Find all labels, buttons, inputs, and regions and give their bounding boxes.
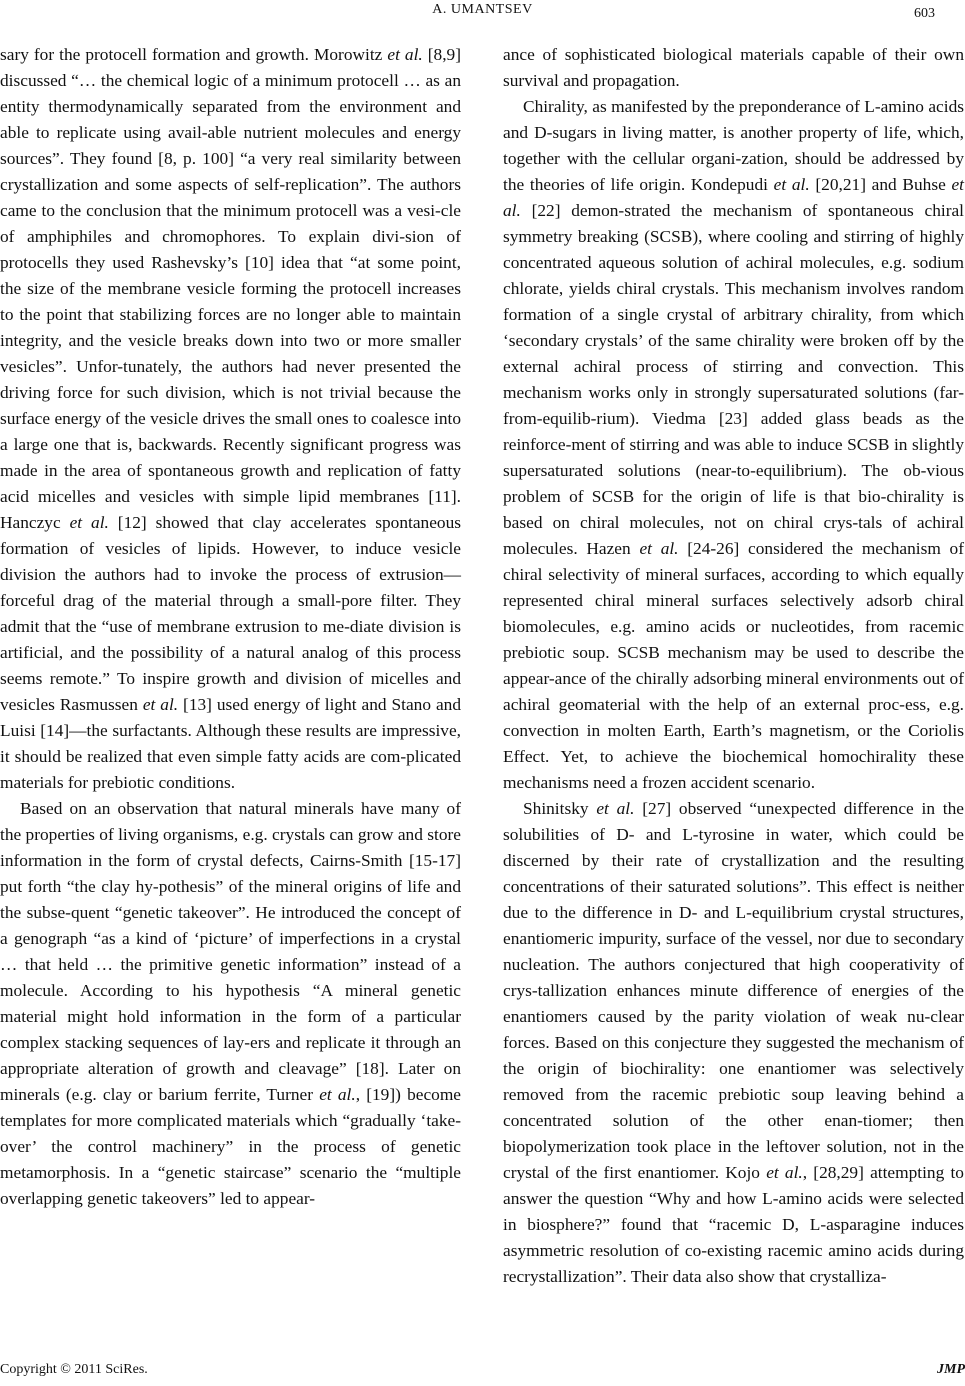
- footer-journal: JMP: [937, 1362, 965, 1377]
- left-column: [0, 42, 461, 1212]
- paragraph: Chirality, as manifested by the preponderance of L-amino acids and D-sugars in living matter, is another property of life, which, together with the cellular organi-zation, should be addressed by the theories of life origin. Kondepudi et al. [20,21] and Buhse et al. [22] demon-strated the mechanism of spontaneous chiral symmetry breaking (SCSB), where cooling and stirring of highly concentrated aqueous solution of achiral molecules, e.g. sodium chlorate, yields chiral crystals. This mechanism involves random formation of a single crystal of arbitrary chirality, from which ‘secondary crystals’ of the same chirality were broken off by the external achiral process of stirring and convection. This mechanism works only in strongly supersaturated solutions (far-from-equilib-rium). Viedma [23] added glass beads as the reinforce-ment of stirring and was able to induce SCSB in slightly supersaturated solutions (near-to-equilibrium). The ob-vious problem of SCSB for the origin of life is that bio-chirality is based on chiral molecules, not on chiral crys-tals of achiral molecules. Hazen et al. [24-26] considered the mechanism of chiral selectivity of mineral surfaces, according to which equally represented chiral mineral surfaces selectively adsorb chiral biomolecules, e.g. amino acids or nucleotides, from racemic prebiotic soup. SCSB mechanism may be used to describe the appear-ance of the chirally adsorbing mineral environments out of achiral geomaterial with the help of an external proc-ess, e.g. convection in molten Earth, Earth’s magnetism, or the Coriolis Effect. Yet, to achieve the biochemical homochirality these mechanisms need a frozen accident scenario.: [503, 97, 964, 792]
- running-header-author: A. UMANTSEV: [432, 2, 533, 17]
- page-number: 603: [914, 6, 935, 21]
- paragraph: Shinitsky et al. [27] observed “unexpected difference in the solubilities of D- and L-tyrosine in water, which could be discerned by their rate of crystallization and the resulting concentrations of their saturated solutions”. This effect is neither due to the difference in D- and L-equilibrium crystal structures, enantiomeric impurity, surface of the vessel, nor due to secondary nucleation. The authors conjectured that high cooperativity of crys-tallization enhances minute difference of energies of the enantiomers caused by the parity violation of weak nu-clear forces. Based on this conjecture they suggested the mechanism of the origin of biochirality: one enantiomer was selectively removed from the racemic prebiotic soup leaving behind a concentrated solution of the other enan-tiomer; then biopolymerization took place in the leftover solution, not in the crystal of the first enantiomer. Kojo et al., [28,29] attempting to answer the question “Why and how L-amino acids were selected in biosphere?” found that “racemic D, L-asparagine induces asymmetric resolution of co-existing racemic amino acids during recrystallization”. Their data also show that crystalliza-: [503, 799, 964, 1286]
- paragraph: Based on an observation that natural minerals have many of the properties of living organisms, e.g. crystals can grow and store information in the form of crystal defects, Cairns-Smith [15-17] put forth “the clay hy-pothesis” of the mineral origins of life and the subse-quent “genetic takeover”. He introduced the concept of a genograph “as a kind of ‘picture’ of imperfections in a crystal … that held … the primitive genetic information” instead of a molecule. According to his hypothesis “A mineral genetic material might hold information in the form of a particular complex stacking sequences of lay-ers and replicate it through an appropriate alteration of growth and cleavage” [18]. Later on minerals (e.g. clay or barium ferrite, Turner et al., [19]) become templates for more complicated materials which “gradually ‘take-over’ the control machinery” in the process of genetic metamorphosis. In a “genetic staircase” scenario the “multiple overlapping genetic takeovers” led to appear-: [0, 799, 462, 1208]
- paragraph: sary for the protocell formation and growth. Morowitz et al. [8,9] discussed “… the chemical logic of a minimum protocell … as an entity thermodynamically separated from the environment and able to replicate using avail-able nutrient molecules and energy sources”. They found [8, p. 100] “a very real similarity between crystallization and some aspects of self-replication”. The authors came to the conclusion that the minimum protocell was a vesi-cle of amphiphiles and chromophores. To explain divi-sion of protocells they used Rashevsky’s [10] idea that “at some point, the size of the membrane vesicle forming the protocell increases to the point that stabilizing forces are no longer able to maintain integrity, and the vesicle breaks down into two or more smaller vesicles”. Unfor-tunately, the authors had never presented the driving force for such division, which is not trivial because the surface energy of the vesicle drives the small ones to coalesce into a large one that is, backwards. Recently significant progress was made in the area of spontaneous growth and replication of fatty acid micelles and vesicles with simple lipid membranes [11]. Hanczyc et al. [12] showed that clay accelerates spontaneous formation of vesicles of lipids. However, to induce vesicle division the authors had to invoke the process of extrusion—forceful drag of the material through a small-pore filter. They admit that the “use of membrane extrusion to me-diate division is artificial, and the possibility of a natural analog of this process seems remote.” To inspire growth and division of micelles and vesicles Rasmussen et al. [13] used energy of light and Stano and Luisi [14]—the surfactants. Although these results are impressive, it should be realized that even simple fatty acids are com-plicated materials for prebiotic conditions.: [0, 45, 461, 792]
- paragraph: ance of sophisticated biological materials capable of their own survival and propagation.: [503, 45, 964, 90]
- footer-copyright: Copyright © 2011 SciRes.: [0, 1362, 148, 1377]
- right-column: [503, 42, 964, 1290]
